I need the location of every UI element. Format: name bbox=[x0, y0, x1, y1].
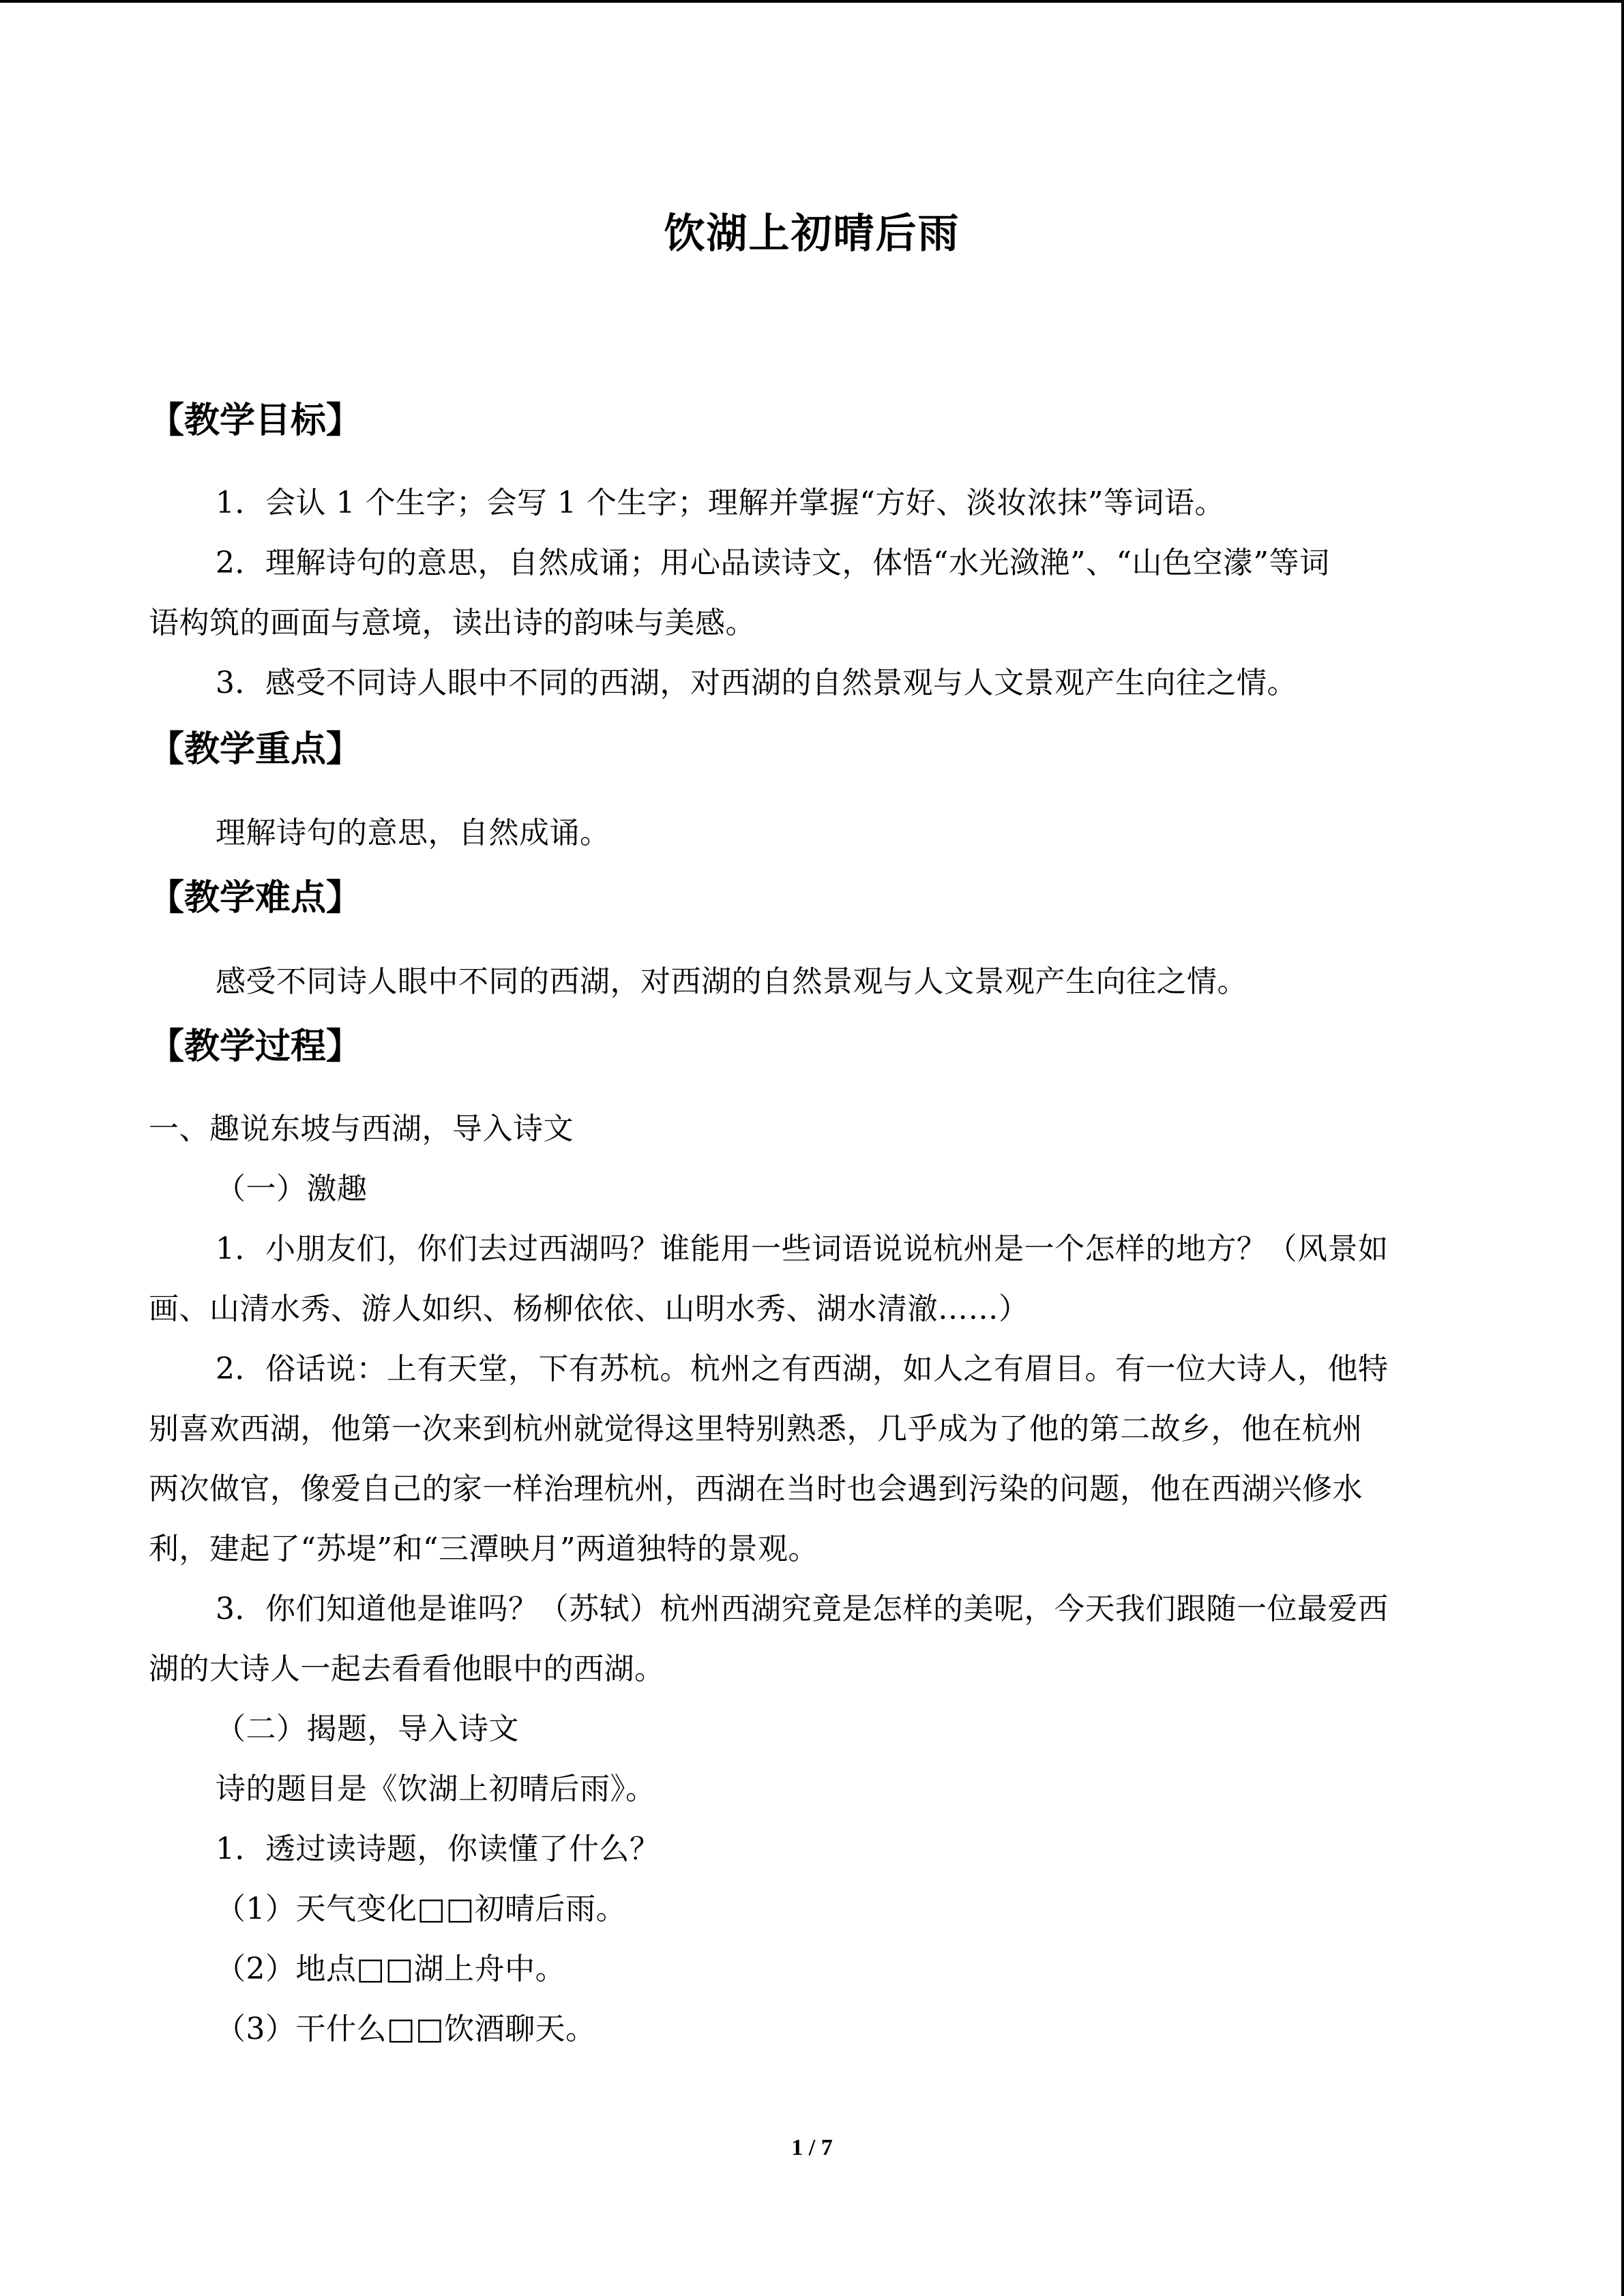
answer-weather: （1）天气变化□□初晴后雨。 bbox=[216, 1892, 627, 1926]
objective-line-2: 2．理解诗句的意思，自然成诵；用心品读诗文，体悟“水光潋滟”、“山色空濛”等词 bbox=[216, 546, 1330, 580]
objective-line-3: 3．感受不同诗人眼中不同的西湖，对西湖的自然景观与人文景观产生向往之情。 bbox=[216, 666, 1297, 700]
process-item-2-cont-2: 两次做官，像爱自己的家一样治理杭州，西湖在当时也会遇到污染的问题，他在西湖兴修水 bbox=[149, 1472, 1363, 1506]
process-subheading-2: （二）揭题，导入诗文 bbox=[216, 1712, 519, 1746]
process-item-3: 3．你们知道他是谁吗？（苏轼）杭州西湖究竟是怎样的美呢，今天我们跟随一位最爱西 bbox=[216, 1592, 1389, 1626]
answer-activity: （3）干什么□□饮酒聊天。 bbox=[216, 2012, 596, 2046]
process-item-2-cont-1: 别喜欢西湖，他第一次来到杭州就觉得这里特别熟悉，几乎成为了他的第二故乡，他在杭州 bbox=[149, 1412, 1363, 1446]
objective-line-2-cont: 语构筑的画面与意境，读出诗的韵味与美感。 bbox=[149, 606, 756, 640]
process-part-1-heading: 一、趣说东坡与西湖，导入诗文 bbox=[149, 1112, 574, 1146]
section-heading-process: 【教学过程】 bbox=[149, 1026, 362, 1067]
process-item-1-cont: 画、山清水秀、游人如织、杨柳依依、山明水秀、湖水清澈……） bbox=[149, 1292, 1029, 1326]
difficulty-line: 感受不同诗人眼中不同的西湖，对西湖的自然景观与人文景观产生向往之情。 bbox=[216, 964, 1247, 999]
process-item-1: 1．小朋友们，你们去过西湖吗？谁能用一些词语说说杭州是一个怎样的地方？（风景如 bbox=[216, 1232, 1389, 1266]
section-heading-key-points: 【教学重点】 bbox=[149, 729, 362, 770]
section-heading-difficulties: 【教学难点】 bbox=[149, 878, 362, 919]
document-title: 饮湖上初晴后雨 bbox=[664, 210, 960, 258]
page-number: 1 / 7 bbox=[791, 2135, 833, 2160]
key-point-line: 理解诗句的意思，自然成诵。 bbox=[216, 816, 610, 850]
answer-location: （2）地点□□湖上舟中。 bbox=[216, 1952, 566, 1986]
process-item-2: 2．俗话说：上有天堂，下有苏杭。杭州之有西湖，如人之有眉目。有一位大诗人，他特 bbox=[216, 1352, 1389, 1386]
section-heading-objectives: 【教学目标】 bbox=[149, 400, 362, 441]
process-subheading-1: （一）激趣 bbox=[216, 1172, 368, 1206]
process-item-2-cont-3: 利，建起了“苏堤”和“三潭映月”两道独特的景观。 bbox=[149, 1532, 818, 1566]
objective-line-1: 1．会认 1 个生字；会写 1 个生字；理解并掌握“方好、淡妆浓抹”等词语。 bbox=[216, 486, 1225, 520]
poem-title-line: 诗的题目是《饮湖上初晴后雨》。 bbox=[216, 1772, 656, 1806]
process-item-3-cont: 湖的大诗人一起去看看他眼中的西湖。 bbox=[149, 1652, 665, 1686]
page-right-border bbox=[1621, 0, 1624, 2296]
page-top-border bbox=[0, 0, 1624, 3]
question-1: 1．透过读诗题，你读懂了什么？ bbox=[216, 1832, 660, 1866]
